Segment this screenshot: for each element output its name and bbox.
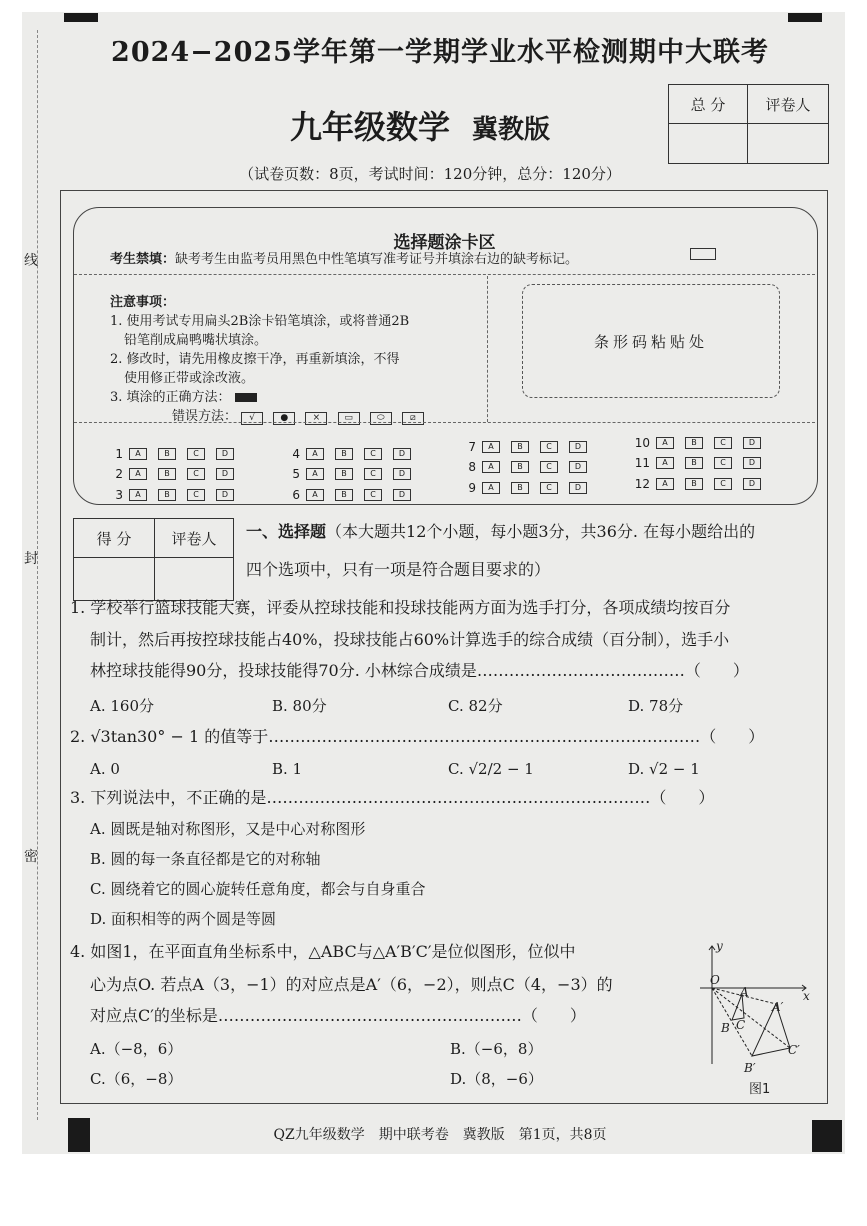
answer-bubble-12-b[interactable]: B (685, 478, 703, 490)
notes-block (110, 293, 424, 426)
answer-bubble-10-b[interactable]: B (685, 437, 703, 449)
answer-bubble-3-d[interactable]: D (216, 489, 234, 501)
question-4-line: 4. 如图1，在平面直角坐标系中，△ABC与△A′B′C′是位似图形，位似中 (70, 942, 576, 961)
answer-bubble-5-a[interactable]: A (306, 468, 324, 480)
question-2-option-d[interactable]: D. √2 − 1 (628, 760, 700, 778)
question-1-option-d[interactable]: D. 78分 (628, 697, 684, 715)
absent-mark-box[interactable] (690, 248, 716, 260)
answer-bubble-9-d[interactable]: D (569, 482, 587, 494)
label-x: x (803, 989, 810, 1003)
question-4-option-d[interactable]: D.（8，−6） (450, 1070, 543, 1088)
answer-row-11 (632, 456, 772, 470)
question-4-line: 对应点C′的坐标是…………………………………………………（ ） (90, 1006, 586, 1025)
label-o: O (710, 973, 720, 987)
answer-bubble-2-c[interactable]: C (187, 468, 205, 480)
answer-row-3 (105, 488, 245, 502)
absent-label: 考生禁填： (110, 252, 176, 267)
answer-bubble-6-a[interactable]: A (306, 489, 324, 501)
correct-fill-sample (235, 393, 257, 402)
answer-row-8 (458, 460, 598, 474)
wrong-mark-oval: ⬭ (370, 412, 392, 425)
corner-mark-bottom-right (812, 1120, 842, 1152)
corner-mark-bottom-left (68, 1118, 90, 1152)
answer-bubble-12-d[interactable]: D (743, 478, 761, 490)
answer-bubble-2-a[interactable]: A (129, 468, 147, 480)
answer-bubble-10-d[interactable]: D (743, 437, 761, 449)
answer-row-number: 1 (115, 447, 123, 461)
answer-row-number: 5 (292, 467, 300, 481)
answer-row-7 (458, 440, 598, 454)
answer-bubble-4-b[interactable]: B (335, 448, 353, 460)
corner-mark-top-right (788, 13, 822, 22)
card-divider-bottom (74, 422, 815, 423)
note-line: 3. 填涂的正确方法： (110, 388, 424, 407)
label-a: A (740, 985, 749, 999)
answer-row-number: 4 (292, 447, 300, 461)
answer-bubble-1-d[interactable]: D (216, 448, 234, 460)
answer-row-6 (282, 488, 422, 502)
answer-bubble-10-a[interactable]: A (656, 437, 674, 449)
answer-row-number: 6 (292, 488, 300, 502)
question-1-option-b[interactable]: B. 80分 (272, 697, 327, 715)
answer-bubble-3-a[interactable]: A (129, 489, 147, 501)
answer-bubble-4-a[interactable]: A (306, 448, 324, 460)
total-grader-cell[interactable] (748, 124, 829, 164)
question-4-option-b[interactable]: B.（−6，8） (450, 1040, 543, 1058)
answer-row-number: 7 (468, 440, 476, 454)
question-2-option-b[interactable]: B. 1 (272, 760, 303, 778)
answer-bubble-9-c[interactable]: C (540, 482, 558, 494)
side-mark-secret: 密 (24, 849, 38, 865)
answer-bubble-6-b[interactable]: B (335, 489, 353, 501)
answer-bubble-5-b[interactable]: B (335, 468, 353, 480)
absent-text: 缺考考生由监考员用黑色中性笔填写准考证号并填涂右边的缺考标记。 (175, 252, 579, 267)
answer-row-4 (282, 447, 422, 461)
section-heading-line2: 四个选项中，只有一项是符合题目要求的） (246, 560, 551, 579)
total-score-box (668, 84, 829, 164)
label-a-prime: A′ (772, 1000, 784, 1014)
note-line: 2. 修改时，请先用橡皮擦干净，再重新填涂，不得 (110, 352, 400, 367)
section-heading: 一、选择题 (246, 522, 327, 541)
question-3-option-d[interactable]: D. 面积相等的两个圆是等圆 (90, 910, 277, 928)
absent-instruction (110, 250, 578, 269)
wrong-mark-cross: × (305, 412, 327, 425)
answer-bubble-9-a[interactable]: A (482, 482, 500, 494)
note-line: 铅笔削成扁鸭嘴状填涂。 (124, 333, 268, 348)
answer-row-number: 9 (468, 481, 476, 495)
card-divider-vertical (487, 276, 488, 422)
answer-bubble-12-a[interactable]: A (656, 478, 674, 490)
note-line: 使用修正带或涂改液。 (124, 371, 255, 386)
section-heading-line1 (246, 522, 755, 542)
answer-bubble-7-b[interactable]: B (511, 441, 529, 453)
question-4-option-c[interactable]: C.（6，−8） (90, 1070, 183, 1088)
answer-bubble-6-d[interactable]: D (393, 489, 411, 501)
answer-bubble-11-d[interactable]: D (743, 457, 761, 469)
answer-bubble-5-d[interactable]: D (393, 468, 411, 480)
answer-bubble-1-b[interactable]: B (158, 448, 176, 460)
question-3-option-c[interactable]: C. 圆绕着它的圆心旋转任意角度，都会与自身重合 (90, 880, 426, 898)
answer-bubble-8-b[interactable]: B (511, 461, 529, 473)
card-divider-top (74, 274, 815, 275)
question-2-option-c[interactable]: C. √2/2 − 1 (448, 760, 534, 778)
section-grader-label: 评卷人 (155, 519, 234, 558)
answer-bubble-11-c[interactable]: C (714, 457, 732, 469)
wrong-mark-slash: ⧄ (402, 412, 424, 425)
side-mark-seal: 封 (24, 551, 38, 567)
answer-bubble-7-a[interactable]: A (482, 441, 500, 453)
answer-bubble-7-d[interactable]: D (569, 441, 587, 453)
answer-bubble-12-c[interactable]: C (714, 478, 732, 490)
wrong-mark-check: √ (241, 412, 263, 425)
answer-bubble-9-b[interactable]: B (511, 482, 529, 494)
exam-info: （试卷页数：8页，考试时间：120分钟，总分：120分） (239, 165, 621, 183)
ray-o-c (712, 988, 790, 1048)
subject-name: 九年级数学 (289, 108, 450, 146)
question-4-option-a[interactable]: A.（−8，6） (90, 1040, 183, 1058)
answer-row-10 (632, 436, 772, 450)
answer-bubble-4-d[interactable]: D (393, 448, 411, 460)
answer-bubble-10-c[interactable]: C (714, 437, 732, 449)
total-score-label: 总 分 (669, 85, 748, 124)
answer-bubble-8-d[interactable]: D (569, 461, 587, 473)
answer-bubble-3-c[interactable]: C (187, 489, 205, 501)
answer-row-number: 8 (468, 460, 476, 474)
answer-row-number: 10 (634, 436, 650, 450)
section-grader-cell[interactable] (155, 558, 234, 601)
question-3-option-b[interactable]: B. 圆的每一条直径都是它的对称轴 (90, 850, 321, 868)
question-3-line: 3. 下列说法中，不正确的是………………………………………………………………（ ） (70, 788, 715, 807)
answer-bubble-3-b[interactable]: B (158, 489, 176, 501)
answer-row-1 (105, 447, 245, 461)
answer-row-12 (632, 477, 772, 491)
section-score-label: 得 分 (74, 519, 155, 558)
answer-row-2 (105, 467, 245, 481)
question-3-option-a[interactable]: A. 圆既是轴对称图形，又是中心对称图形 (90, 820, 366, 838)
total-grader-label: 评卷人 (748, 85, 829, 124)
question-2-option-a[interactable]: A. 0 (90, 760, 120, 778)
triangle-a-b-c-prime (752, 1004, 790, 1056)
section-score-box (73, 518, 234, 601)
label-b: B (721, 1021, 730, 1035)
question-4-line: 心为点O. 若点A（3，−1）的对应点是A′（6，−2），则点C（4，−3）的 (90, 975, 613, 994)
wrong-mark-bar: ▭ (338, 412, 360, 425)
answer-bubble-7-c[interactable]: C (540, 441, 558, 453)
answer-bubble-2-b[interactable]: B (158, 468, 176, 480)
total-score-cell[interactable] (669, 124, 748, 164)
question-1-option-a[interactable]: A. 160分 (90, 697, 154, 715)
answer-bubble-8-a[interactable]: A (482, 461, 500, 473)
figure-1-coordinate-diagram (696, 936, 820, 1104)
side-mark-line: 线 (24, 253, 38, 269)
label-y: y (716, 939, 723, 953)
edition-name: 冀教版 (472, 115, 551, 145)
answer-bubble-8-c[interactable]: C (540, 461, 558, 473)
label-b-prime: B′ (744, 1061, 756, 1075)
page-footer: QZ九年级数学 期中联考卷 冀教版 第1页，共8页 (273, 1127, 607, 1143)
question-1-option-c[interactable]: C. 82分 (448, 697, 503, 715)
answer-bubble-2-d[interactable]: D (216, 468, 234, 480)
label-c: C (736, 1018, 746, 1032)
answer-bubble-6-c[interactable]: C (364, 489, 382, 501)
answer-bubble-1-a[interactable]: A (129, 448, 147, 460)
answer-row-9 (458, 481, 598, 495)
answer-row-5 (282, 467, 422, 481)
notes-title: 注意事项： (110, 295, 176, 310)
question-1-line: 1. 学校举行篮球技能大赛，评委从控球技能和投球技能两方面为选手打分，各项成绩均按百分 (70, 598, 731, 617)
section-desc: （本大题共12个小题，每小题3分，共36分. 在每小题给出的 (326, 522, 756, 541)
barcode-area: 条形码粘贴处 (522, 284, 780, 398)
answer-row-number: 12 (634, 477, 650, 491)
answer-row-number: 2 (115, 467, 123, 481)
binding-line (37, 30, 38, 1120)
answer-bubble-5-c[interactable]: C (364, 468, 382, 480)
question-1-line: 林控球技能得90分，投球技能得70分. 小林综合成绩是…………………………………（ ） (90, 661, 749, 680)
label-c-prime: C′ (788, 1043, 800, 1057)
answer-bubble-1-c[interactable]: C (187, 448, 205, 460)
answer-bubble-11-a[interactable]: A (656, 457, 674, 469)
exam-title: 2024−2025学年第一学期学业水平检测期中大联考 (111, 37, 769, 68)
figure-caption: 图1 (749, 1082, 771, 1097)
wrong-mark-dot: ● (273, 412, 295, 425)
corner-mark-top-left (64, 13, 98, 22)
answer-row-number: 3 (115, 488, 123, 502)
question-2-line: 2. √3tan30° − 1 的值等于………………………………………………………………………（ ） (70, 727, 765, 746)
wrong-methods: 错误方法： √ ● × ▭ ⬭ ⧄ (110, 407, 424, 426)
answer-row-number: 11 (634, 456, 650, 470)
question-1-line: 制计，然后再按控球技能占40%，投球技能占60%计算选手的综合成绩（百分制），选手小 (90, 630, 730, 649)
note-line: 1. 使用考试专用扁头2B涂卡铅笔填涂，或将普通2B (110, 314, 410, 329)
answer-card-title: 选择题涂卡区 (393, 233, 496, 253)
answer-bubble-4-c[interactable]: C (364, 448, 382, 460)
subject-heading (180, 102, 660, 148)
section-score-cell[interactable] (74, 558, 155, 601)
answer-bubble-11-b[interactable]: B (685, 457, 703, 469)
